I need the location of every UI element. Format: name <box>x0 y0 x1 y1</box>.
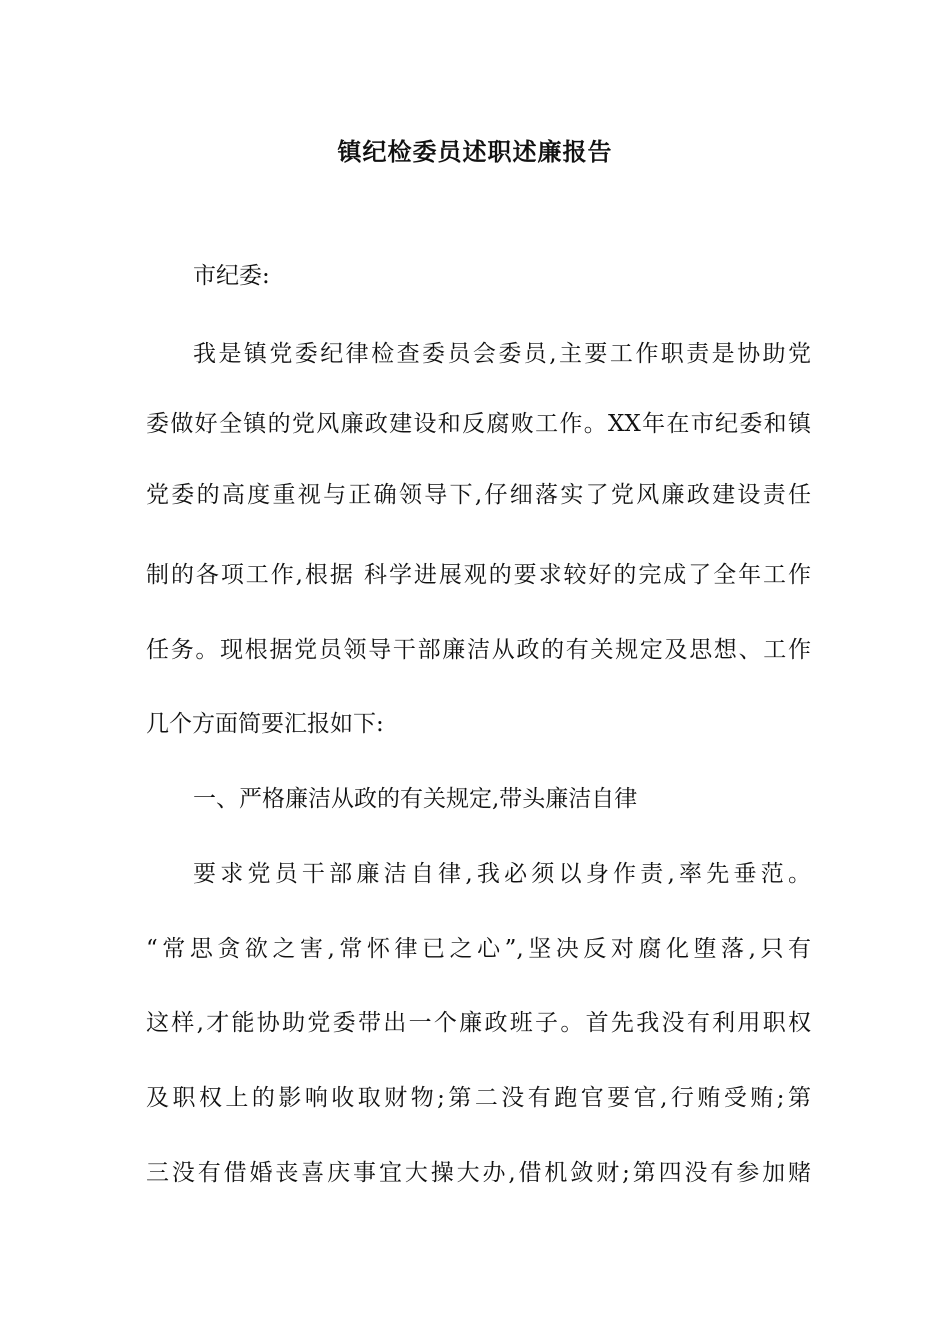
paragraph-line: 制的各项工作,根据 科学进展观的要求较好的完成了全年工作 <box>146 562 811 588</box>
document-title: 镇纪检委员述职述廉报告 <box>337 138 613 166</box>
paragraph-line: 任务。现根据党员领导干部廉洁从政的有关规定及思想、工作 <box>146 637 811 663</box>
paragraph-line: 几个方面简要汇报如下: <box>146 711 384 737</box>
salutation: 市纪委: <box>193 263 270 289</box>
paragraph-line: 这样,才能协助党委带出一个廉政班子。首先我没有利用职权 <box>146 1010 811 1036</box>
paragraph-line: 党委的高度重视与正确领导下,仔细落实了党风廉政建设责任 <box>146 482 811 508</box>
paragraph-line: 要求党员干部廉洁自律,我必须以身作责,率先垂范。 <box>193 861 811 887</box>
paragraph-line: 三没有借婚丧喜庆事宜大操大办,借机敛财;第四没有参加赌 <box>146 1160 811 1186</box>
paragraph-line: 委做好全镇的党风廉政建设和反腐败工作。XX年在市纪委和镇 <box>146 411 811 437</box>
paragraph-line: “常思贪欲之害,常怀律已之心”,坚决反对腐化堕落,只有 <box>146 936 811 962</box>
paragraph-line: 及职权上的影响收取财物;第二没有跑官要官,行贿受贿;第 <box>146 1085 811 1111</box>
section-heading: 一、严格廉洁从政的有关规定,带头廉洁自律 <box>193 786 638 812</box>
paragraph-line: 我是镇党委纪律检查委员会委员,主要工作职责是协助党 <box>193 341 811 367</box>
